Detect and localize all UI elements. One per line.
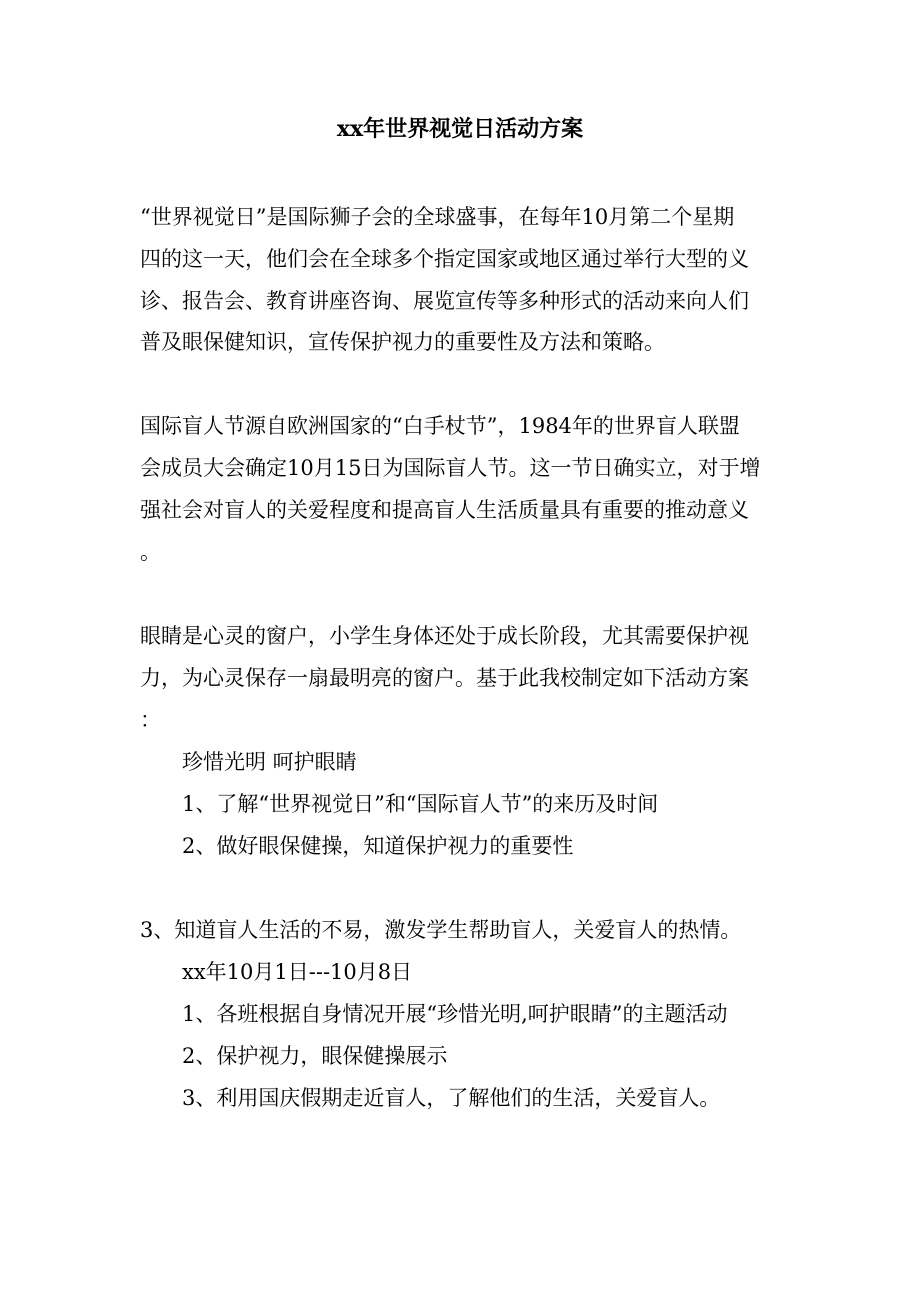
paragraph-2-line-4: 。	[140, 540, 161, 564]
paragraph-3-line-1: 眼睛是心灵的窗户，小学生身体还处于成长阶段，尤其需要保护视	[140, 624, 749, 648]
activity-3: 3、利用国庆假期走近盲人，了解他们的生活，关爱盲人。	[182, 1086, 721, 1110]
goal-1: 1、了解“世界视觉日”和“国际盲人节”的来历及时间	[182, 792, 659, 816]
paragraph-3-line-2: 力，为心灵保存一扇最明亮的窗户。基于此我校制定如下活动方案	[140, 666, 749, 690]
paragraph-3-line-3: ：	[140, 708, 161, 732]
paragraph-2-line-3: 强社会对盲人的关爱程度和提高盲人生活质量具有重要的推动意义	[140, 498, 749, 522]
theme-heading: 珍惜光明 呵护眼睛	[182, 750, 357, 774]
paragraph-1-line-3: 诊、报告会、教育讲座咨询、展览宣传等多种形式的活动来向人们	[140, 289, 749, 313]
paragraph-1-line-4: 普及眼保健知识，宣传保护视力的重要性及方法和策略。	[140, 330, 665, 354]
paragraph-1-line-2: 四的这一天，他们会在全球多个指定国家或地区通过举行大型的义	[140, 247, 749, 271]
paragraph-2-line-2: 会成员大会确定10月15日为国际盲人节。这一节日确实立，对于增	[140, 456, 761, 480]
document-title: xx年世界视觉日活动方案	[336, 116, 584, 142]
goal-2: 2、做好眼保健操，知道保护视力的重要性	[182, 834, 574, 858]
activity-2: 2、保护视力，眼保健操展示	[182, 1044, 448, 1068]
paragraph-1-line-1: “世界视觉日”是国际狮子会的全球盛事，在每年10月第二个星期	[140, 205, 735, 229]
goal-3: 3、知道盲人生活的不易，激发学生帮助盲人，关爱盲人的热情。	[140, 918, 742, 942]
paragraph-2-line-1: 国际盲人节源自欧洲国家的“白手杖节”，1984年的世界盲人联盟	[140, 414, 740, 438]
activity-1: 1、各班根据自身情况开展“珍惜光明,呵护眼睛”的主题活动	[182, 1002, 728, 1026]
activity-period: xx年10月1日---10月8日	[182, 960, 413, 984]
